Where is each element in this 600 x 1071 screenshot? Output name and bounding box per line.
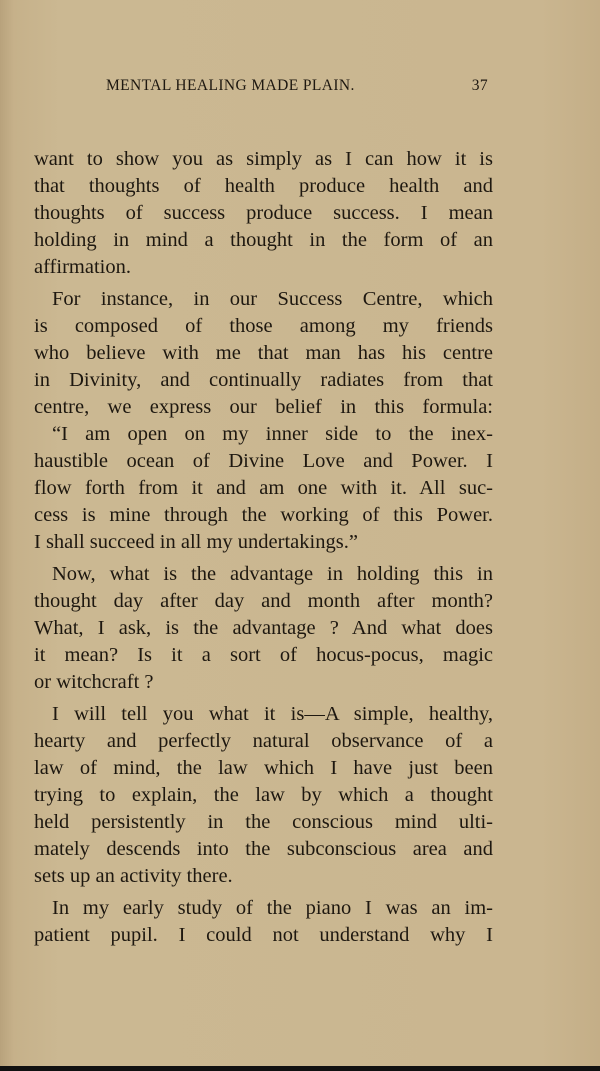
text-line: patient pupil. I could not understand why I xyxy=(34,924,493,946)
text-line: trying to explain, the law by which a thought xyxy=(34,784,493,806)
text-line: For instance, in our Success Centre, which xyxy=(52,288,493,310)
text-line: mately descends into the subconscious area and xyxy=(34,838,493,860)
text-line: affirmation. xyxy=(34,256,131,278)
text-line: hearty and perfectly natural observance of a xyxy=(34,730,493,752)
text-line: I shall succeed in all my undertakings.” xyxy=(34,531,358,553)
text-line: law of mind, the law which I have just been xyxy=(34,757,493,779)
paragraph xyxy=(34,701,493,890)
text-line: centre, we express our belief in this formula: xyxy=(34,396,493,418)
text-line: held persistently in the conscious mind ulti- xyxy=(34,811,493,833)
text-line: thought day after day and month after month? xyxy=(34,590,493,612)
text-line: What, I ask, is the advantage ? And what does xyxy=(34,617,493,639)
text-line: in Divinity, and continually radiates from that xyxy=(34,369,493,391)
body-text xyxy=(34,146,493,954)
paragraph xyxy=(34,895,493,949)
text-line: flow forth from it and am one with it. All suc- xyxy=(34,477,493,499)
text-line: “I am open on my inner side to the inex- xyxy=(52,423,493,445)
text-line: it mean? Is it a sort of hocus-pocus, magic xyxy=(34,644,493,666)
text-line: holding in mind a thought in the form of an xyxy=(34,229,493,251)
text-line: cess is mine through the working of this Power. xyxy=(34,504,493,526)
text-line: haustible ocean of Divine Love and Power. I xyxy=(34,450,493,472)
text-line: sets up an activity there. xyxy=(34,865,233,887)
running-title: MENTAL HEALING MADE PLAIN. xyxy=(106,77,355,94)
page-header xyxy=(106,77,488,95)
text-line: that thoughts of health produce health and xyxy=(34,175,493,197)
paragraph xyxy=(34,146,493,281)
paragraph xyxy=(34,421,493,556)
page-number: 37 xyxy=(471,77,488,94)
text-line: thoughts of success produce success. I mean xyxy=(34,202,493,224)
paragraph xyxy=(34,286,493,421)
text-line: Now, what is the advantage in holding this in xyxy=(52,563,493,585)
text-line: or witchcraft ? xyxy=(34,671,154,693)
text-line: who believe with me that man has his centre xyxy=(34,342,493,364)
text-line: In my early study of the piano I was an im- xyxy=(52,897,493,919)
text-line: want to show you as simply as I can how it is xyxy=(34,148,493,170)
paragraph xyxy=(34,561,493,696)
text-line: is composed of those among my friends xyxy=(34,315,493,337)
text-line: I will tell you what it is—A simple, healthy, xyxy=(52,703,493,725)
scan-edge xyxy=(0,1066,600,1071)
